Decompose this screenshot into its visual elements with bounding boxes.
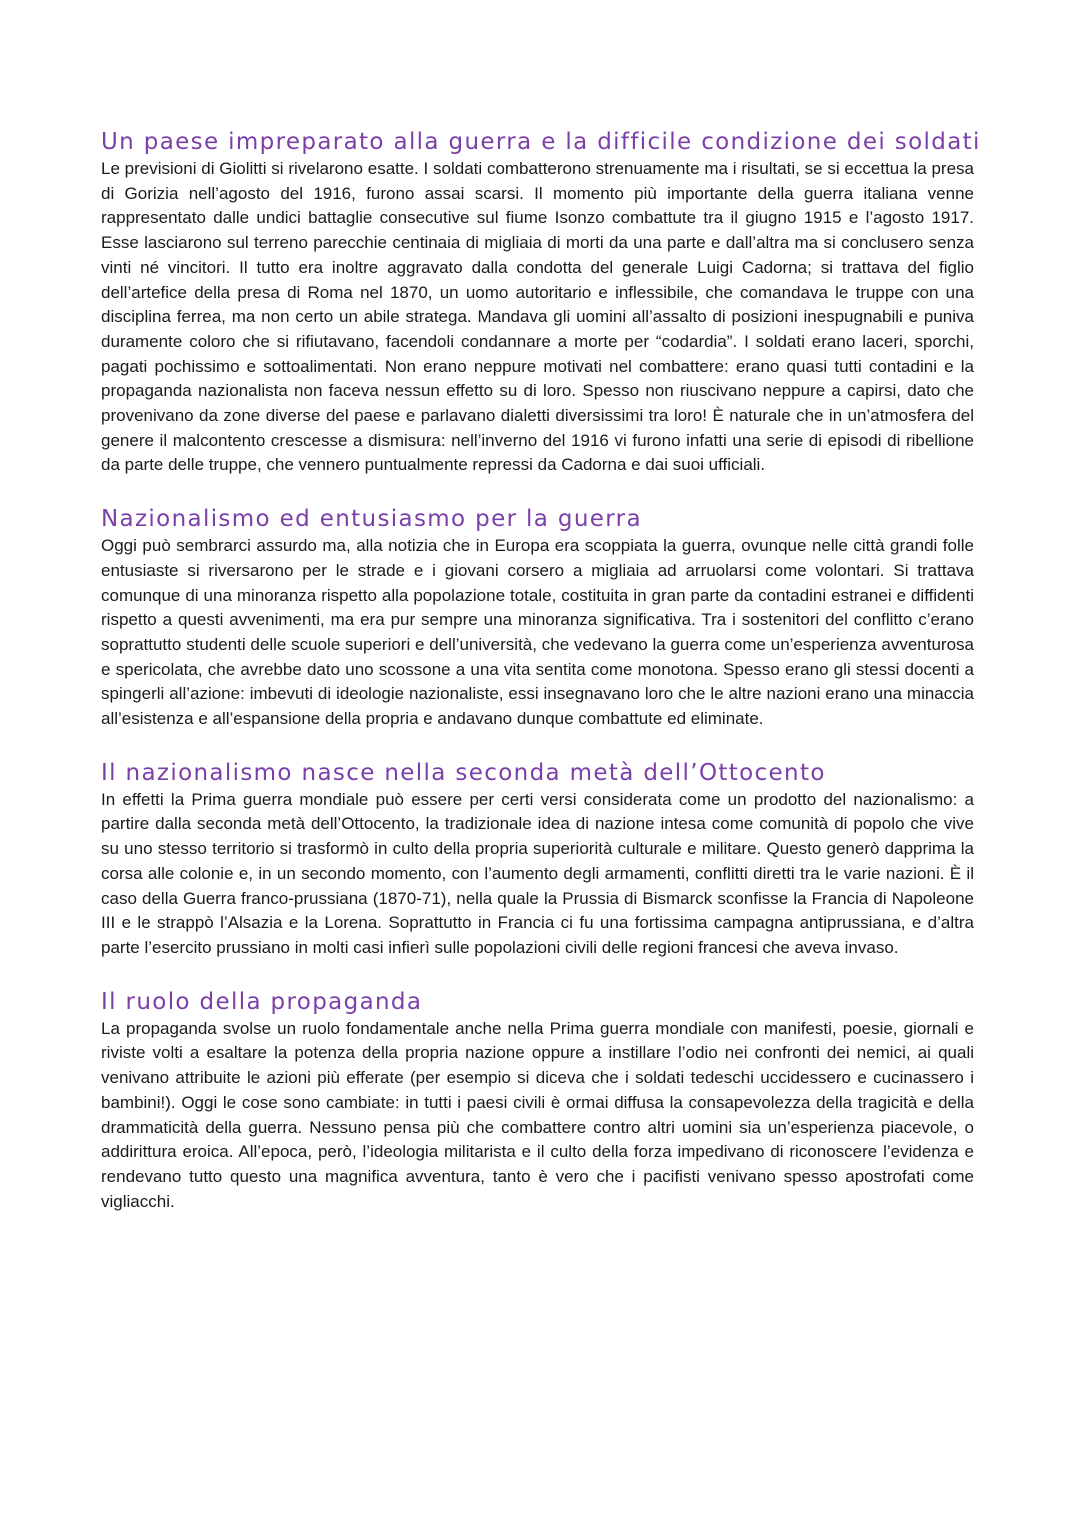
section-heading: Un paese impreparato alla guerra e la difficile condizione dei soldati [101,129,981,155]
section-paragraph: Oggi può sembrarci assurdo ma, alla notizia che in Europa era scoppiata la guerra, ovunque nelle città grandi folle entusiaste si riversarono per le strade e i giovani corsero a migliaia ad arruolarsi come volontari. Si trattava comunque di una minoranza rispetto alla popolazione totale, costituita in gran parte da contadini estranei e diffidenti rispetto a questi avvenimenti, ma era pur sempre una minoranza significativa. Tra i sostenitori del conflitto c’erano soprattutto studenti delle scuole superiori e dell’università, che vedevano la guerra come un’esperienza avventurosa e spericolata, che avrebbe dato uno scossone a una vita sentita come monotona. Spesso erano gli stessi docenti a spingerli all’azione: imbevuti di ideologie nazionaliste, essi insegnavano loro che le altre nazioni erano una minaccia all’esistenza e all’espansione della propria e andavano dunque combattute ed eliminate. [101,536,974,729]
document-page [101,127,981,1214]
section-soldati [101,127,981,478]
section-heading: Il nazionalismo nasce nella seconda metà dell’Ottocento [101,759,826,786]
section-heading: Il ruolo della propaganda [101,988,423,1015]
section-heading: Nazionalismo ed entusiasmo per la guerra [101,506,642,533]
section-paragraph: In effetti la Prima guerra mondiale può essere per certi versi considerata come un prodotto del nazionalismo: a partire dalla seconda metà dell’Ottocento, la tradizionale idea di nazione intesa come comunità di popolo che vive su uno stesso territorio si trasformò in culto della propria superiorità culturale e militare. Questo generò dapprima la corsa alle colonie e, in un secondo momento, con l’aumento degli armamenti, conflitti diretti tra le varie nazioni. È il caso della Guerra franco-prussiana (1870-71), nella quale la Prussia di Bismarck sconfisse la Francia di Napoleone III e le strappò l’Alsazia e la Lorena. Soprattutto in Francia ci fu una fortissima campagna antiprussiana, e d’altra parte l’esercito prussiano in molti casi infierì sulle popolazioni civili delle regioni francesi che aveva invaso. [101,789,974,957]
section-propaganda [101,987,974,1215]
section-paragraph: La propaganda svolse un ruolo fondamentale anche nella Prima guerra mondiale con manifesti, poesie, giornali e riviste volti a esaltare la potenza della propria nazione oppure a instillare l’odio nei confronti dei nemici, ai quali venivano attribuite le azioni più efferate (per esempio si diceva che i soldati tedeschi uccidessero e cucinassero i bambini!). Oggi le cose sono cambiate: in tutti i paesi civili è ormai diffusa la consapevolezza della tragicità e della drammaticità della guerra. Nessuno pensa più che combattere contro altri uomini sia un’esperienza piacevole, o addirittura eroica. All’epoca, però, l’ideologia militarista e il culto della forza impedivano di riconoscere l’evidenza e rendevano tutto questo una magnifica avventura, tanto è vero che i pacifisti venivano spesso apostrofati come vigliacchi. [101,1018,974,1211]
section-nazionalismo-ottocento [101,758,974,961]
section-paragraph: Le previsioni di Giolitti si rivelarono esatte. I soldati combatterono strenuamente ma i risultati, se si eccettua la presa di Gorizia nell’agosto del 1916, furono assai scarsi. Il momento più importante della guerra italiana venne rappresentato dalle undici battaglie consecutive sul fiume Isonzo combattute tra il giugno 1915 e l’agosto 1917. Esse lasciarono sul terreno parecchie centinaia di migliaia di morti da una parte e dall’altra ma si conclusero senza vinti né vincitori. Il tutto era inoltre aggravato dalla condotta del generale Luigi Cadorna; si trattava del figlio dell’artefice della presa di Roma nel 1870, un uomo autoritario e inflessibile, che comandava le truppe con una disciplina ferrea, ma non certo un abile stratega. Mandava gli uomini all’assalto di posizioni inespugnabili e puniva duramente coloro che si rifiutavano, facendoli condannare a morte per “codardia”. I soldati erano laceri, sporchi, pagati pochissimo e sottoalimentati. Non erano neppure motivati nel combattere: erano quasi tutti contadini e la propaganda nazionalista non faceva nessun effetto su di loro. Spesso non riuscivano neppure a capirsi, dato che provenivano da zone diverse del paese e parlavano dialetti diversissimi tra loro! È naturale che in un’atmosfera del genere il malcontento crescesse a dismisura: nell’inverno del 1916 vi furono infatti una serie di episodi di ribellione da parte delle truppe, che vennero puntualmente repressi da Cadorna e dai suoi ufficiali. [101,159,974,475]
section-nazionalismo-entusiasmo [101,504,974,732]
